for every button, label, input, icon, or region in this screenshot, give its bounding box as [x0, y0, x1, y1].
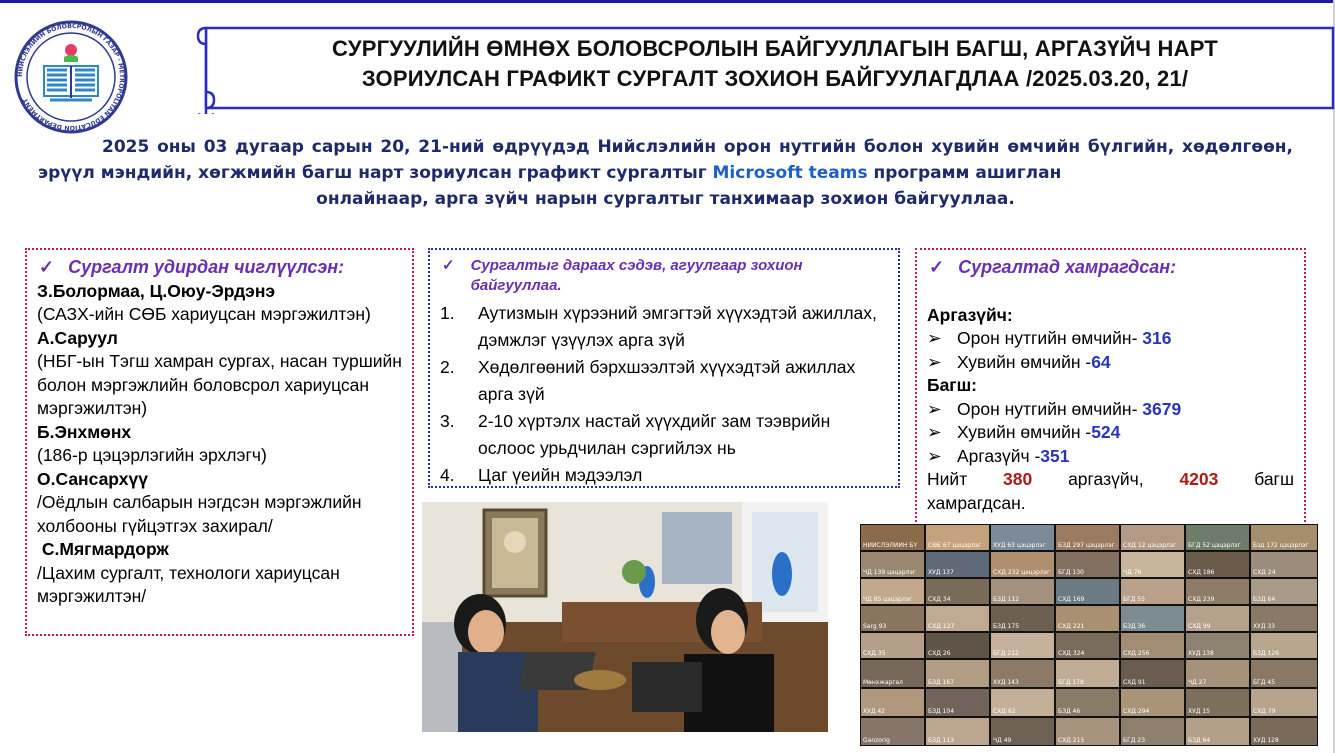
trainers-heading: ✓ Сургалт удирдан чиглүүлсэн:	[39, 257, 345, 277]
trainer-role: /Оёдлын салбарын нэгдсэн мэргэжлийн холбооны гүйцэтгэх захирал/	[37, 492, 362, 536]
check-icon: ✓	[929, 257, 945, 277]
list-item: 3. 2-10 хүртэлх настай хүүхдийг зам тээврийн ослоос урьдчилан сэргийлэх нь	[440, 411, 831, 458]
list-item: ➢ Орон нутгийн өмчийн- 316	[927, 327, 1294, 351]
intro-text-part2: программ ашиглан	[867, 163, 1062, 183]
trainer-entry	[37, 538, 402, 609]
total-methodologists: 380	[1003, 469, 1033, 489]
list-item: 2. Хөдөлгөөний бэрхшээлтэй хүүхэдтэй ажиллах арга зүй	[440, 357, 856, 404]
stat-value: 524	[1091, 422, 1121, 442]
arrow-bullet-icon: ➢	[927, 328, 942, 348]
topics-list	[440, 300, 888, 489]
stat-value: 64	[1091, 351, 1111, 372]
intro-last-line: онлайнаар, арга зүйч нарын сургалтыг танхимаар зохион байгууллаа.	[316, 189, 1015, 209]
logo-ring-text: НИЙСЛЭЛИЙН БОЛОВСРОЛЫН ГАЗАР · METROPOLITAN EDUCATION DEPARTMENT	[16, 22, 126, 132]
trainer-name: С.Мягмардорж	[37, 539, 169, 559]
trainer-role: (САЗХ-ийн СӨБ хариуцсан мэргэжилтэн)	[37, 304, 371, 324]
total-end: хамрагдсан.	[927, 492, 1026, 513]
total-line: Нийт 380 аргазүйч, 4203 багш	[927, 468, 1294, 492]
list-item: ➢ Хувийн өмчийн - 64	[927, 351, 1294, 375]
stat-value: 316	[1142, 328, 1172, 348]
check-icon: ✓	[442, 257, 455, 274]
training-session-photo	[422, 502, 828, 732]
trainer-role: (186-р цэцэрлэгийн эрхлэгч)	[37, 445, 267, 465]
trainer-name: А.Саруул	[37, 327, 118, 348]
trainer-name: З.Болормаа, Ц.Оюу-Эрдэнэ	[37, 280, 276, 301]
list-item: ➢ Аргазүйч - 351	[927, 445, 1294, 469]
total-teachers: 4203	[1179, 469, 1219, 489]
list-item: 1. Аутизмын хүрээний эмгэгтэй хүүхэдтэй ажиллах, дэмжлэг үзүүлэх арга зүй	[440, 303, 877, 350]
intro-text-part1: 2025 оны 03 дугаар сарын 20, 21-ний өдрүүдэд Нийслэлийн орон нутгийн болон хувийн өмчийн бүлгийн, хөдөлгөөн, эрүүл мэндийн, хөгжмийн багш нарт зориулсан графикт сургалтыг	[38, 137, 1293, 183]
top-border-line	[0, 0, 1335, 3]
teacher-label: Багш:	[927, 375, 978, 395]
arrow-bullet-icon: ➢	[927, 351, 942, 372]
topics-box	[428, 248, 900, 488]
list-item: 4. Цаг үеийн мэдээлэл	[440, 465, 643, 485]
page-title	[250, 34, 1300, 94]
trainer-role: /Цахим сургалт, технологи хариуцсан мэргэжилтэн/	[37, 562, 340, 606]
trainer-entry	[37, 468, 402, 539]
list-item: ➢ Хувийн өмчийн - 524	[927, 421, 1294, 445]
stat-value: 351	[1040, 445, 1070, 466]
trainer-entry	[37, 327, 402, 421]
arrow-bullet-icon: ➢	[927, 422, 942, 442]
stat-value: 3679	[1142, 398, 1182, 419]
list-item: ➢ Орон нутгийн өмчийн- 3679	[927, 398, 1294, 422]
trainer-entry	[37, 280, 402, 327]
trainer-name: О.Сансархүү	[37, 468, 148, 489]
trainer-entry	[37, 421, 402, 468]
online-meeting-screenshot: НИЙСЛЭЛИЙН БҮ СӨБ 67 цэцэрлэг ХУД 63 цэцэрлэг БЗД 297 цэцэрлэг СХД 12 цэцэрлэг БГД 52 цэцэрлэг Бзд 172 цэцэрлэг ЧД 139 цэцэрлэг ХУД 137 СХД 232 цэцэрлэг БГД 130 ЧД 76 СХД 186 СХД 24 ЧД 85 цэцэрлэг СХД 34 БЗД 112 СХД 169 БГД 55 СХД 239 БЗД 64 Sarg 93 СХД 127 БЗД 175 СХД 221 БЗД 36 СХД 99 ХУД 33 СХД 35 СХД 26 БГД 212 СХД 324 СХД 256 ХУД 138 БЗД 126 Мөнхжаргал БЗД 167 ХУД 143 БГД 178 СХД 91 ЧД 27 БГД 45 ХУД 42 БЗД 104 СХД 62 БЗД 46 СХД 294 ХУД 15 СХД 79 Ganzorig БЗД 113 ЧД 49 СХД 215 БГД 23 БЗД 64 ХУД 128	[860, 524, 1318, 746]
trainer-name: Б.Энхмөнх	[37, 421, 132, 442]
microsoft-teams-highlight: Microsoft teams	[712, 163, 868, 183]
arrow-bullet-icon: ➢	[927, 445, 942, 466]
arrow-bullet-icon: ➢	[927, 398, 942, 419]
title-line-2: ЗОРИУЛСАН ГРАФИКТ СУРГАЛТ ЗОХИОН БАЙГУУЛАГДЛАА /2025.03.20, 21/	[361, 66, 1189, 91]
intro-paragraph	[38, 134, 1293, 212]
trainers-box	[25, 248, 414, 636]
check-icon: ✓	[39, 257, 55, 277]
title-line-1: СУРГУУЛИЙН ӨМНӨХ БОЛОВСРОЛЫН БАЙГУУЛЛАГЫН БАГШ, АРГАЗҮЙЧ НАРТ	[332, 36, 1218, 61]
topics-heading: ✓ Сургалтыг дараах сэдэв, агуулгаар зохион байгууллаа.	[442, 257, 803, 294]
coverage-box	[915, 248, 1306, 538]
methodologist-label: Аргазүйч:	[927, 304, 1013, 325]
coverage-heading: ✓ Сургалтад хамрагдсан:	[929, 257, 1177, 277]
education-department-logo	[14, 20, 128, 134]
trainer-role: (НБГ-ын Тэгш хамран сургах, насан туршийн болон мэргэжлийн боловсрол хариуцсан мэргэжилтэн)	[37, 351, 402, 418]
